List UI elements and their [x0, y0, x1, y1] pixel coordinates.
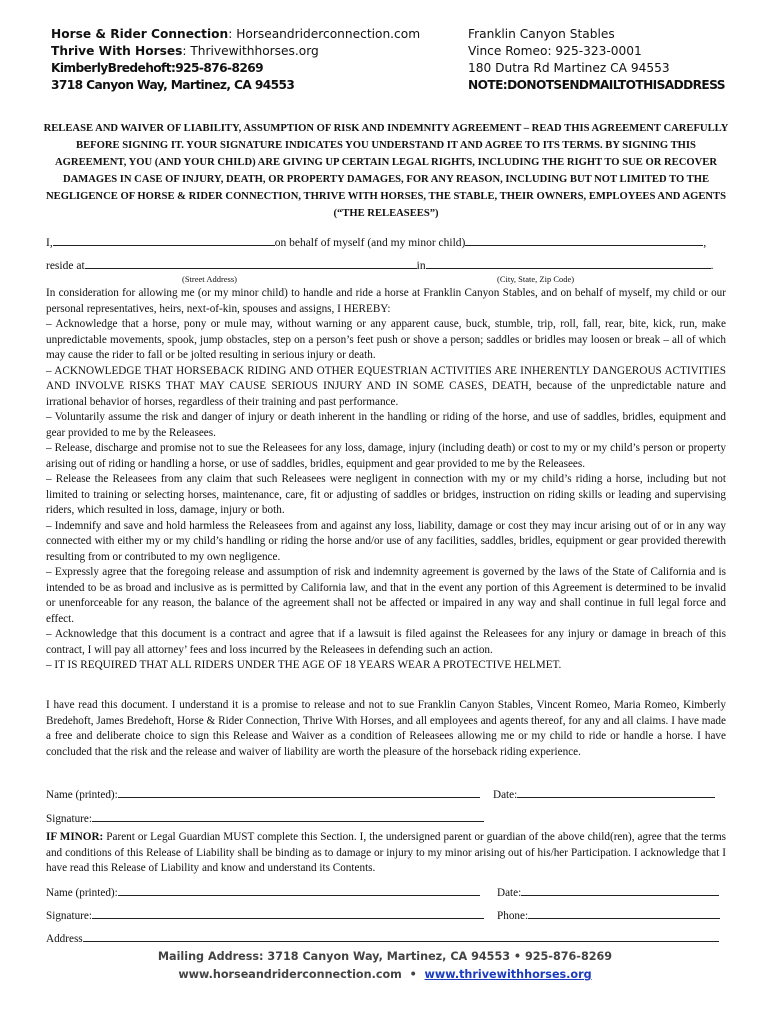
guardian-address-row: Address [46, 930, 719, 945]
header-right-contact [468, 26, 725, 94]
city-state-zip-caption: (City, State, Zip Code) [497, 274, 575, 284]
acknowledgement-paragraph: I have read this document. I understand it is a promise to release and not to sue Franklin Canyon Stables, Vincent Romeo, Maria Romeo, Kimberly Bredehoft, James Bredehoft, Horse & Rider Connection, Thrive With Horses, and all employees and agents thereof, for any and all claims. I have made a free and deliberate choice to sign this Release and Waiver as a condition of Releasees allowing me or my child to ride or handle a horse. I have concluded that the risk and the release and waiver of liability are worth the pleasure of the horseback riding experience. [46, 699, 726, 758]
signer-signature-row: Signature: [46, 810, 484, 825]
clause-indemnify: – Indemnify and save and hold harmless the Releasees from and against any loss, liability, damage or cost they may incur arising out of or in any way connected with either my or my child’s handling or riding the horse and/or use of any facilities, saddles, bridles, equipment or gear provided therewith resulting from or contributed to my own negligence. [46, 519, 726, 563]
guardian-date-field[interactable] [521, 884, 719, 896]
guardian-signature-row: Signature: [46, 907, 484, 922]
header-stables-name: Franklin Canyon Stables [468, 27, 615, 41]
clause-release-discharge: – Release, discharge and promise not to sue the Releasees for any loss, damage, injury (including death) or cost to my or my child’s person or property arising out of riding or handling a horse, or use of saddles, bridles, equipment and gear provided to me by the Releasees. [46, 442, 726, 470]
header-mail-note: NOTE:DONOTSENDMAILTOTHISADDRESS [468, 78, 725, 92]
guardian-date-row: Date: [497, 884, 719, 899]
clause-helmet-required: – IT IS REQUIRED THAT ALL RIDERS UNDER THE AGE OF 18 YEARS WEAR A PROTECTIVE HELMET. [46, 659, 562, 671]
header-line-address: 3718 Canyon Way, Martinez, CA 94553 [51, 78, 295, 92]
street-address-caption: (Street Address) [182, 274, 238, 284]
clause-attorney-fees: – Acknowledge that this document is a contract and agree that if a lawsuit is filed against the Releasees for any injury or damage in breach of this contract, I will pay all attorney’ fees and loss incurred by the Releasees in defending such an action. [46, 628, 726, 656]
header-line-kimberly: KimberlyBredehoft:925-876-8269 [51, 61, 263, 75]
agreement-body [46, 286, 726, 674]
guardian-signature-field[interactable] [92, 907, 484, 919]
signer-name-field[interactable] [118, 786, 480, 798]
city-state-zip-field[interactable] [426, 257, 711, 269]
participant-name-field[interactable] [53, 234, 275, 246]
guardian-name-row: Name (printed): [46, 884, 480, 899]
clause-assume-risk: – Voluntarily assume the risk and danger of injury or death inherent in the handling or riding of the horse, and use of saddles, bridles, equipment and gear provided to me by the Releasees. [46, 411, 726, 439]
guardian-phone-row: Phone: [497, 907, 720, 922]
footer-link-horse-rider[interactable]: www.horseandriderconnection.com [178, 968, 402, 981]
clause-inherent-danger: – ACKNOWLEDGE THAT HORSEBACK RIDING AND OTHER EQUESTRIAN ACTIVITIES ARE INHERENTLY DANGEROUS ACTIVITIES AND INVOLVE RISKS THAT MAY CAUSE SERIOUS INJURY AND IN SOME CASES, DEATH, because of the unpredictable nature and irrational behavior of horses, regardless of their training and past performance. [46, 364, 726, 408]
footer-websites: www.horseandriderconnection.com • www.thrivewithhorses.org [178, 968, 592, 981]
agreement-title: RELEASE AND WAIVER OF LIABILITY, ASSUMPTION OF RISK AND INDEMNITY AGREEMENT – READ THIS AGREEMENT CAREFULLY BEFORE SIGNING IT. YOUR SIGNATURE INDICATES YOU UNDERSTAND IT AND AGREE TO ITS TERMS. BY SIGNING THIS AGREEMENT, YOU (AND YOUR CHILD) ARE GIVING UP CERTAIN LEGAL RIGHTS, INCLUDING THE RIGHT TO SUE OR RECOVER DAMAGES IN CASE OF INJURY, DEATH, OR PROPERTY DAMAGES, FOR ANY REASON, INCLUDING BUT NOT LIMITED TO THE NEGLIGENCE OF HORSE & RIDER CONNECTION, THRIVE WITH HORSES, THE STABLE, THEIR OWNERS, EMPLOYEES AND AGENTS (“THE RELEASEES”) [43, 123, 729, 219]
header-line-thrive: Thrive With Horses: Thrivewithhorses.org [51, 44, 319, 58]
clause-governing-law: – Expressly agree that the foregoing release and assumption of risk and indemnity agreement is governed by the laws of the State of California and is intended to be as broad and inclusive as is permitted by California law, and that in the event any portion of this Agreement is determined to be invalid or unenforceable for any reason, the balance of the agreement shall not be affected or impaired in any way and shall continue in full legal force and effect. [46, 566, 726, 625]
signer-signature-field[interactable] [92, 810, 484, 822]
minor-child-name-field[interactable] [465, 234, 703, 246]
footer-link-thrive[interactable]: www.thrivewithhorses.org [424, 968, 592, 981]
header-line-horse-rider: Horse & Rider Connection: Horseandriderconnection.com [51, 27, 421, 41]
header-stables-address: 180 Dutra Rd Martinez CA 94553 [468, 61, 670, 75]
clause-intro: In consideration for allowing me (or my minor child) to handle and ride a horse at Franklin Canyon Stables, and on behalf of myself, my child or our personal representatives, heirs, next-of-kin, spouses and assigns, I HEREBY: [46, 287, 726, 315]
signer-date-row: Date: [493, 786, 715, 801]
header-vince-phone: Vince Romeo: 925-323-0001 [468, 44, 642, 58]
signer-name-row: Name (printed): [46, 786, 480, 801]
street-address-field[interactable] [85, 257, 417, 269]
guardian-address-field[interactable] [83, 930, 719, 942]
minor-lead: IF MINOR: [46, 831, 104, 843]
guardian-phone-field[interactable] [528, 907, 720, 919]
name-behalf-row: I, on behalf of myself (and my minor child) , [46, 234, 706, 249]
reside-row: reside at in . [46, 257, 713, 272]
guardian-name-field[interactable] [118, 884, 480, 896]
clause-release-negligence: – Release the Releasees from any claim that such Releasees were negligent in connection with my or my child’s riding a horse, including but not limited to training or selecting horses, maintenance, care, fit or adjusting of saddles or bridges, instruction on riding skills or leading and supervising riders, which resulted in loss, damage, injury or both. [46, 473, 726, 516]
signer-date-field[interactable] [517, 786, 715, 798]
clause-acknowledge-risk: – Acknowledge that a horse, pony or mule may, without warning or any apparent cause, buck, stumble, trip, roll, fall, rear, bite, kick, run, make unpredictable movements, spook, jump obstacles, step on a person’s feet push or shove a person; saddles or bridles may loosen or break – all of which may cause the rider to fall or be jolted resulting in serious injury or death. [46, 318, 726, 361]
header-left-contact [51, 26, 420, 94]
minor-section-text: IF MINOR: Parent or Legal Guardian MUST complete this Section. I, the undersigned parent or guardian of the above child(ren), agree that the terms and conditions of this Release of Liability shall be binding as to damage or injury to my minor arising out of his/her Participation. I acknowledge that I have read this Release of Liability and know and understand its Contents. [46, 831, 726, 874]
footer-mailing-address: Mailing Address: 3718 Canyon Way, Martinez, CA 94553 • 925-876-8269 [157, 950, 613, 963]
